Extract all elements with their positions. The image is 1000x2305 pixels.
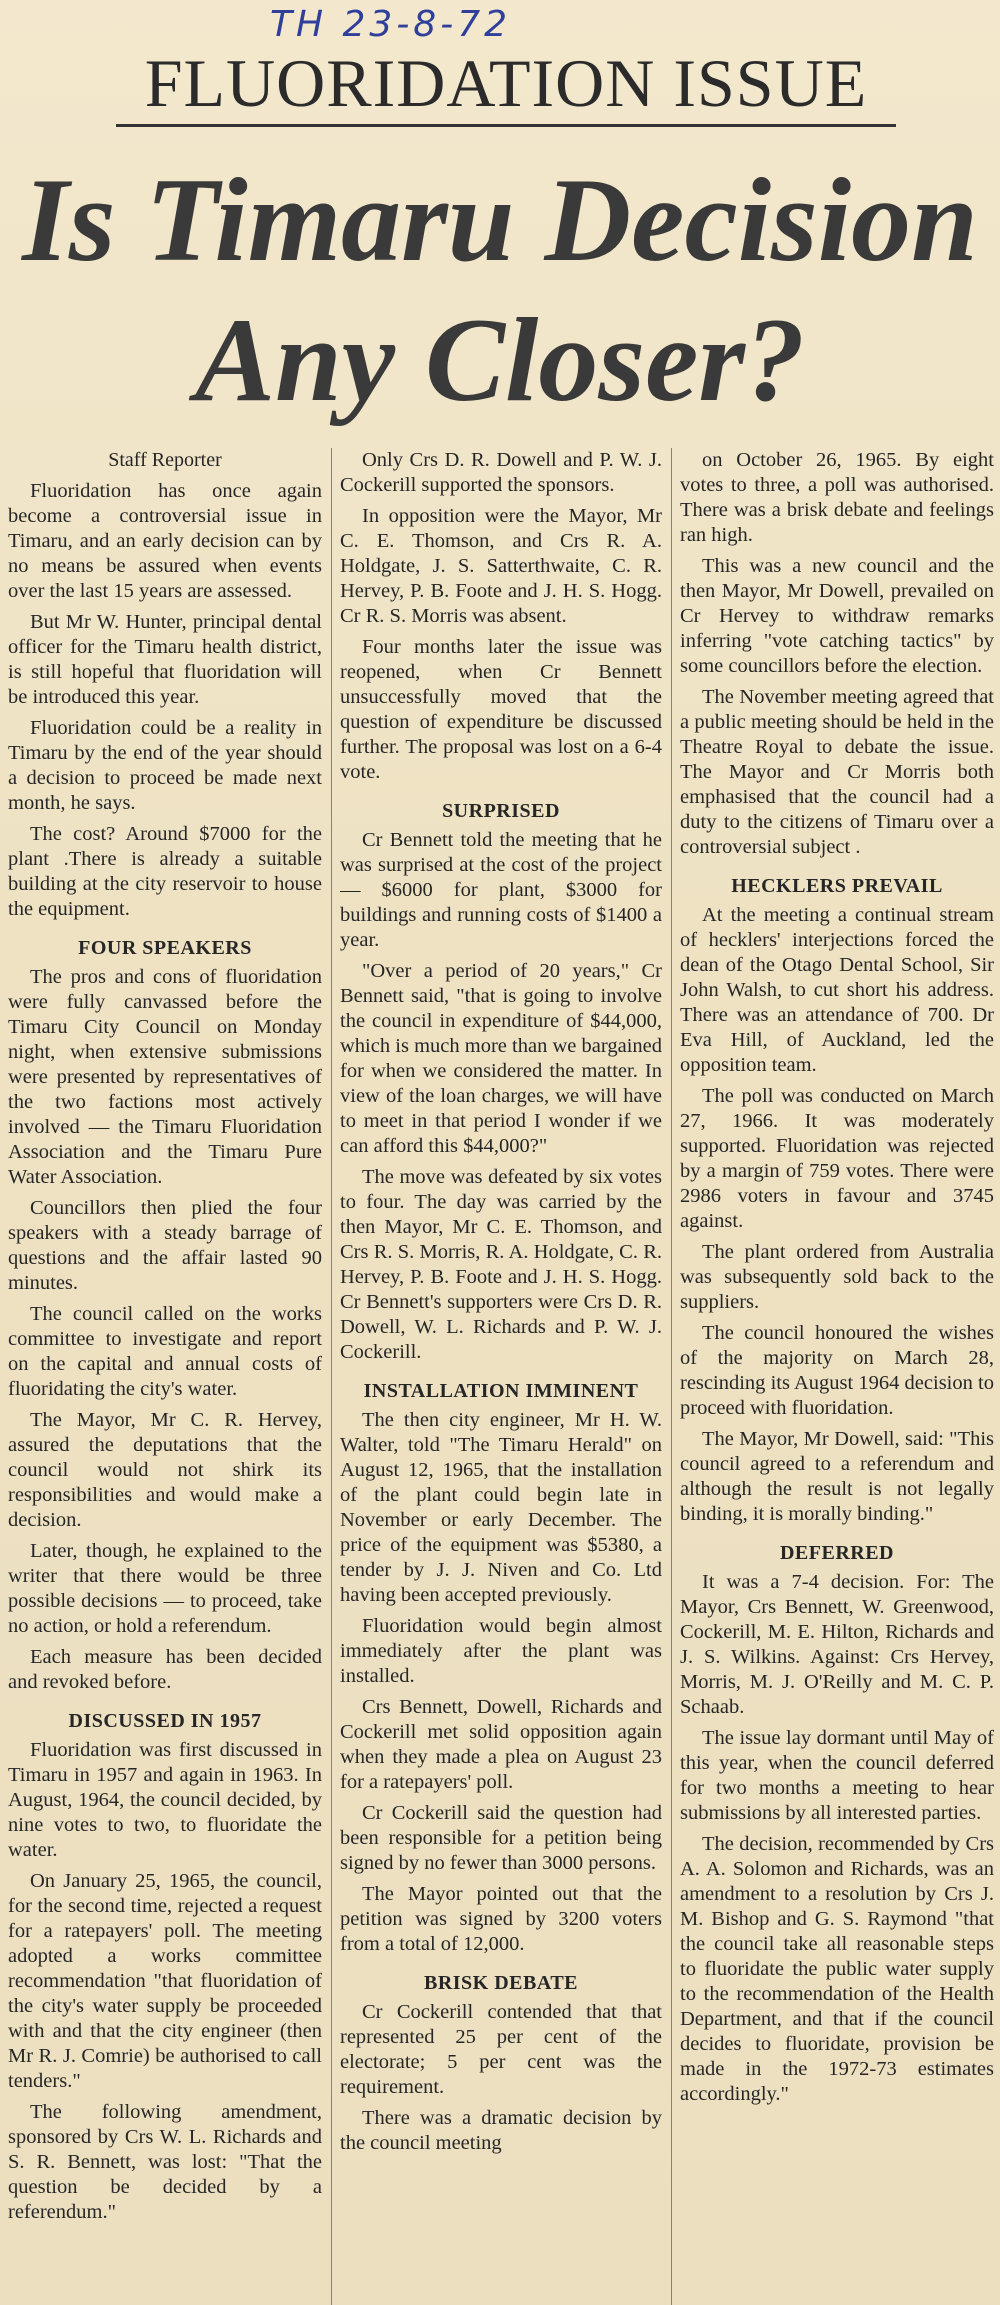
paragraph: The poll was conducted on March 27, 1966. It was moderately supported. Fluoridation was rejected by a margin of 759 votes. There were 2986 voters in favour and 3745 against. xyxy=(680,1085,994,1232)
paragraph: The plant ordered from Australia was subsequently sold back to the suppliers. xyxy=(680,1241,994,1313)
paragraph: Fluoridation was first discussed in Timaru in 1957 and again in 1963. In August, 1964, the council decided, by nine votes to two, to fluoridate the water. xyxy=(8,1739,322,1861)
paragraph: The issue lay dormant until May of this year, when the council deferred for two months a meeting to hear submissions by all interested parties. xyxy=(680,1727,994,1824)
subheading: BRISK DEBATE xyxy=(423,1972,578,1994)
paragraph: It was a 7-4 decision. For: The Mayor, Crs Bennett, W. Greenwood, Cockerill, M. E. Hilton, Richards and J. S. Wilkins. Against: Crs Hervey, Morris, M. J. O'Reilly and M. C. P. Schaab. xyxy=(680,1571,994,1718)
paragraph: The cost? Around $7000 for the plant .There is already a suitable building at the city reservoir to house the equipment. xyxy=(8,823,322,920)
paragraph: Cr Cockerill said the question had been responsible for a petition being signed by no fewer than 3000 persons. xyxy=(340,1802,662,1874)
paragraph: Councillors then plied the four speakers with a steady barrage of questions and the affair lasted 90 minutes. xyxy=(8,1197,322,1294)
paragraph: In opposition were the Mayor, Mr C. E. Thomson, and Crs R. A. Holdgate, J. S. Satterthwaite, C. R. Hervey, P. B. Foote and J. H. S. Hogg. Cr R. S. Morris was absent. xyxy=(340,505,662,627)
paragraph: Fluoridation would begin almost immediately after the plant was installed. xyxy=(340,1615,662,1687)
paragraph: The decision, recommended by Crs A. A. Solomon and Richards, was an amendment to a resolution by Crs J. M. Bishop and G. S. Raymond "that the council take all reasonable steps to fluoridate the public water supply to the recommendation of the Health Department, and that if the council decides to fluoridate, provision be made in the 1972-73 estimates accordingly." xyxy=(680,1833,994,2105)
paragraph: At the meeting a continual stream of hecklers' interjections forced the dean of the Otago Dental School, Sir John Walsh, to cut short his address. There was an attendance of 700. Dr Eva Hill, of Auckland, led the opposition team. xyxy=(680,904,994,1076)
paragraph: There was a dramatic decision by the council meeting xyxy=(340,2107,662,2154)
paragraph: The Mayor pointed out that the petition was signed by 3200 voters from a total of 12,000. xyxy=(340,1883,662,1955)
paragraph: The council called on the works committee to investigate and report on the capital and annual costs of fluoridating the city's water. xyxy=(8,1303,322,1400)
paragraph: Cr Bennett told the meeting that he was surprised at the cost of the project — $6000 for plant, $3000 for buildings and running costs of $1400 a year. xyxy=(340,829,662,951)
paragraph: The pros and cons of fluoridation were fully canvassed before the Timaru City Council on Monday night, when extensive submissions were presented by representatives of the two factions most actively involved — the Timaru Fluoridation Association and the Timaru Pure Water Association. xyxy=(8,966,322,1188)
byline: Staff Reporter xyxy=(108,449,222,471)
paragraph: Fluoridation has once again become a controversial issue in Timaru, and an early decision can by no means be assured when events over the last 15 years are assessed. xyxy=(8,480,322,602)
paragraph: "Over a period of 20 years," Cr Bennett said, "that is going to involve the council in expenditure of $44,000, which is much more than we bargained for when we considered the matter. In view of the loan charges, we will have to meet in that period I wonder if we can afford this $44,000?" xyxy=(340,960,662,1157)
handwritten-date-note: TH 23-8-72 xyxy=(270,4,512,45)
paragraph: The Mayor, Mr C. R. Hervey, assured the deputations that the council would not shirk its responsibilities and would make a decision. xyxy=(8,1409,322,1531)
subheading: DEFERRED xyxy=(779,1542,894,1564)
paragraph: The then city engineer, Mr H. W. Walter, told "The Timaru Herald" on August 12, 1965, that the installation of the plant could begin late in November or early December. The price of the equipment was $5380, a tender by J. J. Niven and Co. Ltd having been accepted previously. xyxy=(340,1409,662,1606)
paragraph: Crs Bennett, Dowell, Richards and Cockerill met solid opposition again when they made a plea on August 23 for a ratepayers' poll. xyxy=(340,1696,662,1793)
subheading: INSTALLATION IMMINENT xyxy=(363,1380,639,1402)
paragraph: The Mayor, Mr Dowell, said: "This council agreed to a referendum and although the result is not legally binding, it is morally binding." xyxy=(680,1428,994,1525)
paragraph: The November meeting agreed that a public meeting should be held in the Theatre Royal to debate the issue. The Mayor and Cr Morris both emphasised that the council had a duty to the citizens of Timaru over a controversial subject . xyxy=(680,686,994,858)
subheading: HECKLERS PREVAIL xyxy=(731,875,943,897)
article-column-3 xyxy=(680,448,994,2305)
paragraph: Fluoridation could be a reality in Timaru by the end of the year should a decision to proceed be made next month, he says. xyxy=(8,717,322,814)
article-column-1 xyxy=(8,448,322,2305)
article-column-2 xyxy=(340,448,662,2305)
paragraph: Four months later the issue was reopened, when Cr Bennett unsuccessfully moved that the question of expenditure be discussed further. The proposal was lost on a 6-4 vote. xyxy=(340,636,662,783)
subheading: FOUR SPEAKERS xyxy=(78,937,252,959)
paragraph: But Mr W. Hunter, principal dental officer for the Timaru health district, is still hopeful that fluoridation will be introduced this year. xyxy=(8,611,322,708)
paragraph: The following amendment, sponsored by Crs W. L. Richards and S. R. Bennett, was lost: "That the question be decided by a referendum." xyxy=(8,2101,322,2223)
paragraph: Only Crs D. R. Dowell and P. W. J. Cockerill supported the sponsors. xyxy=(340,449,662,496)
paragraph: Each measure has been decided and revoked before. xyxy=(8,1646,322,1693)
paragraph: Cr Cockerill contended that that represented 25 per cent of the electorate; 5 per cent was the requirement. xyxy=(340,2001,662,2098)
paragraph: On January 25, 1965, the council, for the second time, rejected a request for a ratepayers' poll. The meeting adopted a works committee recommendation "that fluoridation of the city's water supply be proceeded with and that the city engineer (then Mr R. J. Comrie) be authorised to call tenders." xyxy=(8,1870,322,2092)
subheading: SURPRISED xyxy=(442,800,560,822)
kicker-title: FLUORIDATION ISSUE xyxy=(144,45,868,121)
headline: Is Timaru Decision Any Closer? xyxy=(22,153,978,426)
paragraph: The council honoured the wishes of the majority on March 28, rescinding its August 1964 decision to proceed with fluoridation. xyxy=(680,1322,994,1419)
paragraph: The move was defeated by six votes to four. The day was carried by the then Mayor, Mr C. E. Thomson, and Crs R. S. Morris, R. A. Holdgate, C. R. Hervey, P. B. Foote and J. H. S. Hogg. Cr Bennett's supporters were Crs D. R. Dowell, W. L. Richards and P. W. J. Cockerill. xyxy=(340,1166,662,1363)
paragraph: Later, though, he explained to the writer that there would be three possible decisions — to proceed, take no action, or hold a referendum. xyxy=(8,1540,322,1637)
paragraph: This was a new council and the then Mayor, Mr Dowell, prevailed on Cr Hervey to withdraw remarks inferring "vote catching tactics" by some councillors before the election. xyxy=(680,555,994,677)
subheading: DISCUSSED IN 1957 xyxy=(68,1710,262,1732)
article-body xyxy=(0,448,1000,2305)
kicker-underline xyxy=(116,124,896,127)
paragraph: on October 26, 1965. By eight votes to three, a poll was authorised. There was a brisk debate and feelings ran high. xyxy=(680,449,994,546)
